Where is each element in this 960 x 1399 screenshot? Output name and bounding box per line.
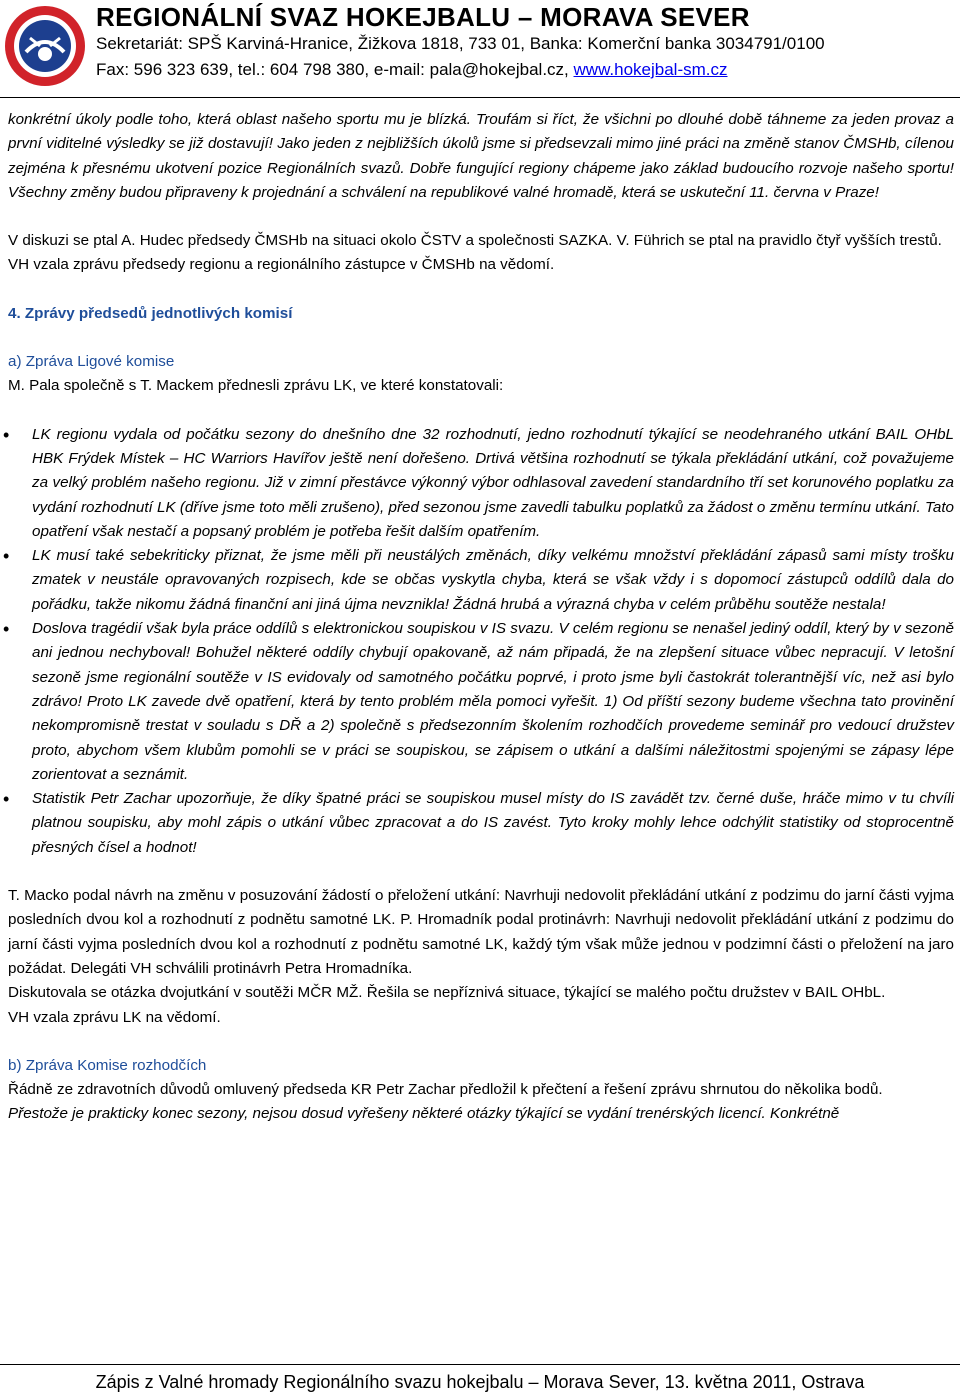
vh-lk-acknowledgement: VH vzala zprávu LK na vědomí. [8,1008,221,1026]
letterhead-contacts [96,60,728,80]
section-b-heading: b) Zpráva Komise rozhodčích [8,1056,207,1074]
section-4-heading: 4. Zprávy předsedů jednotlivých komisí [8,304,293,322]
letterhead-address: Sekretariát: SPŠ Karviná-Hranice, Žižkova 1818, 733 01, Banka: Komerční banka 3034791/0100 [96,34,825,53]
spacer [8,205,954,229]
section-a-intro: M. Pala společně s T. Mackem přednesli zprávu LK, ve které konstatovali: [8,377,504,395]
contact-details: Fax: 596 323 639, tel.: 604 798 380, e-mail: pala@hokejbal.cz, [96,60,574,79]
spacer [8,1030,954,1054]
intro-paragraph: konkrétní úkoly podle toho, která oblast našeho sportu mu je blízká. Troufám si říct, že všichni po dlouhé době táhneme za jeden provaz a první viditelné výsledky se již dostavují! Jako jeden z nejbližších úkolů jsme si předsevzali mimo jiné práci na změně stanov ČMSHb, cílenou zejména k přesnému ukotvení pozice Regionálních svazů. Dobře fungující regiony chápeme jako základ budoucího rozvoje našeho sportu! Všechny změny budou připraveny k projednání a schválení na republikové valné hromadě, která se uskuteční 11. června v Praze! [8,111,954,201]
lk-findings-list [8,423,954,860]
header-divider [0,97,960,98]
discussion-paragraph: V diskuzi se ptal A. Hudec předsedy ČMSHb na situaci okolo ČSTV a společnosti SAZKA. V. Führich se ptal na pravidlo čtyř vyšších trestů. [8,232,942,250]
section-a-heading: a) Zpráva Ligové komise [8,353,175,371]
website-link[interactable]: www.hokejbal-sm.cz [573,60,728,79]
document-body [8,108,954,1127]
discussion-mcr-paragraph: Diskutovala se otázka dvojutkání v soutěži MČR MŽ. Řešila se nepříznivá situace, týkající se malého počtu družstev v BAIL OHbL. [8,984,886,1002]
macko-proposal-paragraph: T. Macko podal návrh na změnu v posuzování žádostí o přeložení utkání: Navrhuji nedovolit překládání utkání z podzimu do jarní části vyjma posledních dvou kol a rozhodnutí z podnětu samotné LK. P. Hromadník podal protinávrh: Navrhuji nedovolit překládání utkání z podzimu do jarní části vyjma posledních dvou kol a rozhodnutí z podnětu samotné LK, každý tým však může jednou v podzimní části o přeložení na jaro požádat. Delegáti VH schválili protinávrh Petra Hromadníka. [8,887,954,977]
letterhead [0,0,960,98]
list-item: • Statistik Petr Zachar upozorňuje, že díky špatné práci se soupiskou musel místy do IS zavádět tzv. černé duše, hráče mimo v tu chvíli platnou soupisku, aby mohl zápis o utkání vůbec zpracovat a do IS zavést. Tyto kroky mohly lehce odchýlit statistiky od stoprocentně přesných čísel a hodnot! [8,787,954,860]
page-footer: Zápis z Valné hromady Regionálního svazu hokejbalu – Morava Sever, 13. května 2011, Ostrava [95,1372,865,1392]
list-item: • LK musí také sebekriticky přiznat, že jsme měli při neustálých změnách, díky velkému množství překládání zápasů sami místy trošku zmatek v neustále opravovaných rozpisech, kde se občas vyskytla chyba, která se však vždy i s dopomocí zástupců oddílů dala do pořádku, takže nikomu žádná finanční ani jiná újma nevznikla! Žádná hrubá a výrazná chyba v celém průběhu soutěže nestala! [8,544,954,617]
section-b-paragraph-2: Přestože je prakticky konec sezony, nejsou dosud vyřešeny některé otázky týkající se vydání trenérských licencí. Konkrétně [8,1105,840,1123]
svaz-hokejbalu-logo [4,2,86,90]
spacer [8,326,954,350]
section-b-paragraph: Řádně ze zdravotních důvodů omluvený předseda KR Petr Zachar předložil k přečtení a řešení zprávu shrnutou do několika bodů. [8,1081,883,1099]
list-item: • Doslova tragédií však byla práce oddílů s elektronickou soupiskou v IS svazu. V celém regionu se nenašel jediný oddíl, který by v sezoně ani jednou nechyboval! Bohužel některé oddíly chybují opakovaně, až nám připadá, že na zlepšení situace vůbec nepracují. V letošní sezoně jsme regionální soutěže v IS evidovaly od samotného počátku poprvé, i proto jsme byli častokrát tolerantnější víc, než asi bylo zdrávo! Proto LK zavede dvě opatření, která by tento problém měla pomoci vyřešit. 1) Od příští sezony budeme všechna tato provinění nekompromisně trestat v souladu s DŘ a 2) společně s předsezonním školením rozhodčích provedeme seminář pro vedoucí družstev proto, abychom všem klubům pomohli se v práci se soupiskou, se zápisem o utkání a dalšími náležitostmi spojenými se zápasy lépe zorientovat a seznámit. [8,617,954,787]
letterhead-title: REGIONÁLNÍ SVAZ HOKEJBALU – MORAVA SEVER [96,2,750,32]
spacer [8,399,954,423]
footer-divider [0,1364,960,1365]
vh-acknowledgement: VH vzala zprávu předsedy regionu a regionálního zástupce v ČMSHb na vědomí. [8,256,555,274]
list-item: • LK regionu vydala od počátku sezony do dnešního dne 32 rozhodnutí, jedno rozhodnutí týkající se neodehraného utkání BAIL OHbL HBK Frýdek Místek – HC Warriors Havířov ještě není dořešeno. Drtivá většina rozhodnutí se týkala překládání utkání, což považujeme za velký problém našeho regionu. Již v zimní přestávce výkonný výbor odhlasoval zavedení standardního tří set korunového poplatku za vydání rozhodnutí LK (dříve jsme toto měli zrušeno), před sezonou jsme zavedli tabulku poplatků za žádost o změnu termínu utkání. Tato opatření však nestačí a popsaný problém je potřeba řešit dalším opatřením. [8,423,954,544]
spacer [8,860,954,884]
spacer [8,278,954,302]
